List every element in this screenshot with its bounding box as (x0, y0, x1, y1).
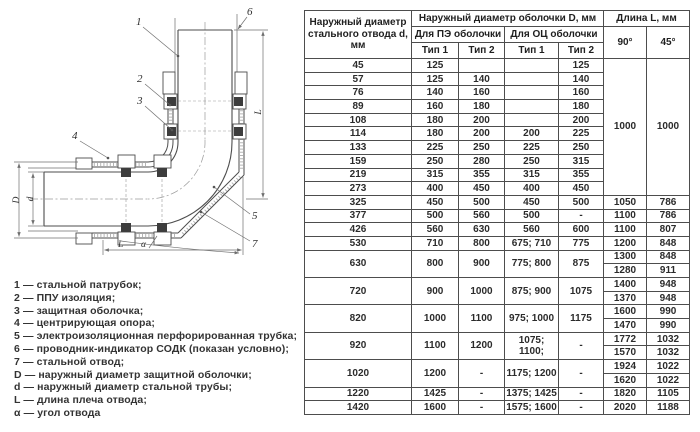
header-cell: Тип 1 (505, 43, 559, 59)
data-cell: 450 (412, 195, 459, 209)
legend-item: d — наружный диаметр стальной трубы; (14, 381, 233, 394)
data-cell: - (459, 387, 505, 401)
data-cell: 1000 (647, 59, 690, 196)
data-cell: 900 (459, 250, 505, 277)
data-cell: 675; 710 (505, 236, 559, 250)
legend-item: 1 — стальной патрубок; (14, 279, 142, 291)
legend-item: L — длина плеча отвода; (14, 394, 147, 407)
spec-table (304, 10, 690, 415)
data-cell: 1425 (412, 387, 459, 401)
data-cell: 250 (412, 154, 459, 168)
data-cell: 355 (559, 168, 604, 182)
data-cell: 560 (505, 223, 559, 237)
header-cell: Наружный диаметр стального отвода d, мм (305, 11, 412, 59)
centerlines (30, 22, 239, 231)
data-cell: - (559, 387, 604, 401)
data-cell: 450 (559, 182, 604, 196)
data-cell: 76 (305, 86, 412, 100)
data-cell: 1924 (604, 360, 647, 374)
data-cell: 160 (412, 100, 459, 114)
data-cell: 160 (559, 86, 604, 100)
casing-end-collar (163, 72, 175, 94)
data-cell: - (559, 401, 604, 415)
table-row (305, 236, 690, 250)
data-cell: 500 (459, 195, 505, 209)
callout-4: 4 (72, 130, 78, 142)
data-cell: 948 (647, 291, 690, 305)
data-cell: 225 (412, 141, 459, 155)
elbow-drawing (6, 0, 306, 270)
data-cell: 600 (559, 223, 604, 237)
header-cell: Тип 1 (412, 43, 459, 59)
data-cell: 1100 (604, 209, 647, 223)
data-cell: 2020 (604, 401, 647, 415)
data-cell: 180 (412, 127, 459, 141)
header-cell: Для ПЭ оболочки (412, 27, 505, 43)
dim-angle (121, 236, 239, 253)
data-cell: 225 (505, 141, 559, 155)
data-cell: 1420 (305, 401, 412, 415)
dim-label-alpha: α (141, 240, 146, 250)
data-cell: 1200 (604, 236, 647, 250)
casing-end-collar (76, 158, 92, 169)
data-cell: 807 (647, 223, 690, 237)
data-cell: - (559, 332, 604, 359)
callout-7: 7 (252, 238, 258, 250)
data-cell: 775 (559, 236, 604, 250)
legend-item: 6 — проводник-индикатор СОДК (показан условно); (14, 342, 289, 355)
table-row (305, 387, 690, 401)
data-cell: 630 (305, 250, 412, 277)
callout-5: 5 (252, 210, 258, 222)
data-cell: 990 (647, 305, 690, 319)
data-cell: 630 (459, 223, 505, 237)
callout-3: 3 (137, 95, 143, 107)
data-cell: 1020 (305, 360, 412, 387)
table-row (305, 223, 690, 237)
data-cell: 133 (305, 141, 412, 155)
callout-1: 1 (136, 16, 142, 28)
data-cell: 500 (505, 209, 559, 223)
data-cell: 315 (412, 168, 459, 182)
data-cell: 1050 (604, 195, 647, 209)
elbow-svg (6, 0, 306, 270)
data-cell: 315 (505, 168, 559, 182)
steel-pipe (44, 30, 232, 226)
callout-2: 2 (137, 73, 143, 85)
callout-6: 6 (247, 6, 253, 18)
data-cell: 1470 (604, 319, 647, 333)
data-cell: 200 (459, 127, 505, 141)
data-cell: 1600 (604, 305, 647, 319)
data-cell (505, 59, 559, 73)
table-row (305, 401, 690, 415)
data-cell: 315 (559, 154, 604, 168)
data-cell: 1100 (604, 223, 647, 237)
data-cell: 1280 (604, 264, 647, 278)
data-cell: 160 (459, 86, 505, 100)
data-cell: 1000 (459, 278, 505, 305)
data-cell: 1000 (604, 59, 647, 196)
data-cell: 114 (305, 127, 412, 141)
data-cell: 200 (459, 113, 505, 127)
data-cell: 1105 (647, 387, 690, 401)
legend-item: 5 — электроизоляционная перфорированная трубка; (14, 330, 298, 343)
data-cell: 200 (505, 127, 559, 141)
header-cell: Тип 2 (559, 43, 604, 59)
header-cell: Для ОЦ оболочки (505, 27, 604, 43)
data-cell: 1075; 1100; (505, 332, 559, 359)
table-row (305, 250, 690, 264)
data-cell: 1200 (412, 360, 459, 387)
casing-end-collar (76, 233, 92, 244)
table-row (305, 305, 690, 319)
data-cell: 250 (559, 141, 604, 155)
data-cell: 1600 (412, 401, 459, 415)
data-cell: 786 (647, 195, 690, 209)
data-cell: 1100 (459, 305, 505, 332)
data-cell (505, 113, 559, 127)
data-cell: 948 (647, 278, 690, 292)
table-row (305, 278, 690, 292)
data-cell: 225 (559, 127, 604, 141)
data-cell: 911 (647, 264, 690, 278)
data-cell: 108 (305, 113, 412, 127)
data-cell: 140 (459, 72, 505, 86)
data-cell: 1100 (412, 332, 459, 359)
legend (14, 279, 297, 420)
header-cell: Наружный диаметр оболочки D, мм (412, 11, 604, 27)
data-cell: 400 (412, 182, 459, 196)
data-cell: 800 (412, 250, 459, 277)
data-cell: 975; 1000 (505, 305, 559, 332)
data-cell: 820 (305, 305, 412, 332)
data-cell: 1175 (559, 305, 604, 332)
data-cell: 426 (305, 223, 412, 237)
data-cell: 500 (412, 209, 459, 223)
data-cell: 180 (559, 100, 604, 114)
data-cell: 900 (412, 278, 459, 305)
legend-item: 4 — центрирующая опора; (14, 317, 155, 330)
data-cell: 990 (647, 319, 690, 333)
data-cell: 400 (505, 182, 559, 196)
data-cell: 1022 (647, 373, 690, 387)
data-cell: 200 (559, 113, 604, 127)
data-cell: 920 (305, 332, 412, 359)
data-cell: 250 (459, 141, 505, 155)
data-cell: 450 (505, 195, 559, 209)
data-cell: 1032 (647, 346, 690, 360)
data-cell: 1570 (604, 346, 647, 360)
data-cell: 273 (305, 182, 412, 196)
data-cell: 1620 (604, 373, 647, 387)
data-cell (505, 100, 559, 114)
data-cell: 530 (305, 236, 412, 250)
data-cell: 1370 (604, 291, 647, 305)
data-cell: 720 (305, 278, 412, 305)
dim-label-L-right: L (254, 109, 264, 115)
data-cell: 377 (305, 209, 412, 223)
data-cell: 848 (647, 236, 690, 250)
data-cell: 1188 (647, 401, 690, 415)
data-cell: 57 (305, 72, 412, 86)
data-cell: 250 (505, 154, 559, 168)
data-cell: 1022 (647, 360, 690, 374)
header-cell: 90° (604, 27, 647, 59)
data-cell: - (459, 360, 505, 387)
data-cell: 180 (459, 100, 505, 114)
legend-item: D — наружный диаметр защитной оболочки; (14, 368, 252, 381)
casing-end-collar (235, 72, 247, 94)
legend-item: 3 — защитная оболочка; (14, 304, 144, 317)
data-cell: - (459, 401, 505, 415)
data-cell: 125 (559, 59, 604, 73)
spec-table-wrap (304, 10, 690, 415)
data-cell: 159 (305, 154, 412, 168)
data-cell: - (559, 360, 604, 387)
data-cell: 875 (559, 250, 604, 277)
data-cell: 280 (459, 154, 505, 168)
data-cell: 355 (459, 168, 505, 182)
data-cell: 848 (647, 250, 690, 264)
spec-table-body (305, 59, 690, 415)
legend-item: 7 — стальной отвод; (14, 355, 125, 368)
table-row (305, 59, 690, 73)
data-cell: 800 (459, 236, 505, 250)
data-cell: 560 (412, 223, 459, 237)
data-cell: 786 (647, 209, 690, 223)
data-cell: 325 (305, 195, 412, 209)
data-cell: 125 (412, 59, 459, 73)
dim-D (12, 162, 78, 238)
data-cell: 500 (559, 195, 604, 209)
data-cell (459, 59, 505, 73)
data-cell: 710 (412, 236, 459, 250)
dim-label-L-bottom: L (118, 240, 124, 250)
data-cell: - (559, 209, 604, 223)
data-cell: 89 (305, 100, 412, 114)
table-row (305, 360, 690, 374)
data-cell: 1075 (559, 278, 604, 305)
data-cell: 140 (412, 86, 459, 100)
sodk-wires (28, 14, 237, 231)
data-cell: 180 (412, 113, 459, 127)
header-cell: Длина L, мм (604, 11, 690, 27)
header-cell: 45° (647, 27, 690, 59)
header-row (305, 11, 690, 27)
data-cell: 1300 (604, 250, 647, 264)
data-cell: 1175; 1200 (505, 360, 559, 387)
dim-label-D: D (12, 196, 22, 204)
data-cell: 1200 (459, 332, 505, 359)
data-cell: 1032 (647, 332, 690, 346)
data-cell (505, 72, 559, 86)
data-cell: 219 (305, 168, 412, 182)
data-cell: 140 (559, 72, 604, 86)
data-cell: 45 (305, 59, 412, 73)
dim-label-d: d (26, 196, 36, 202)
legend-item: 2 — ППУ изоляция; (14, 291, 116, 304)
table-row (305, 195, 690, 209)
data-cell: 1772 (604, 332, 647, 346)
data-cell: 875; 900 (505, 278, 559, 305)
data-cell: 1820 (604, 387, 647, 401)
data-cell: 1375; 1425 (506, 388, 557, 400)
data-cell: 1000 (412, 305, 459, 332)
legend-item: α — угол отвода (14, 406, 101, 419)
data-cell: 1575; 1600 (506, 402, 557, 414)
data-cell (505, 86, 559, 100)
data-cell: 1400 (604, 278, 647, 292)
data-cell: 560 (459, 209, 505, 223)
header-cell: Тип 2 (459, 43, 505, 59)
data-cell: 775; 800 (505, 250, 559, 277)
spec-table-head (305, 11, 690, 59)
table-row (305, 332, 690, 346)
data-cell: 450 (459, 182, 505, 196)
table-row (305, 209, 690, 223)
data-cell: 1220 (305, 387, 412, 401)
data-cell: 125 (412, 72, 459, 86)
